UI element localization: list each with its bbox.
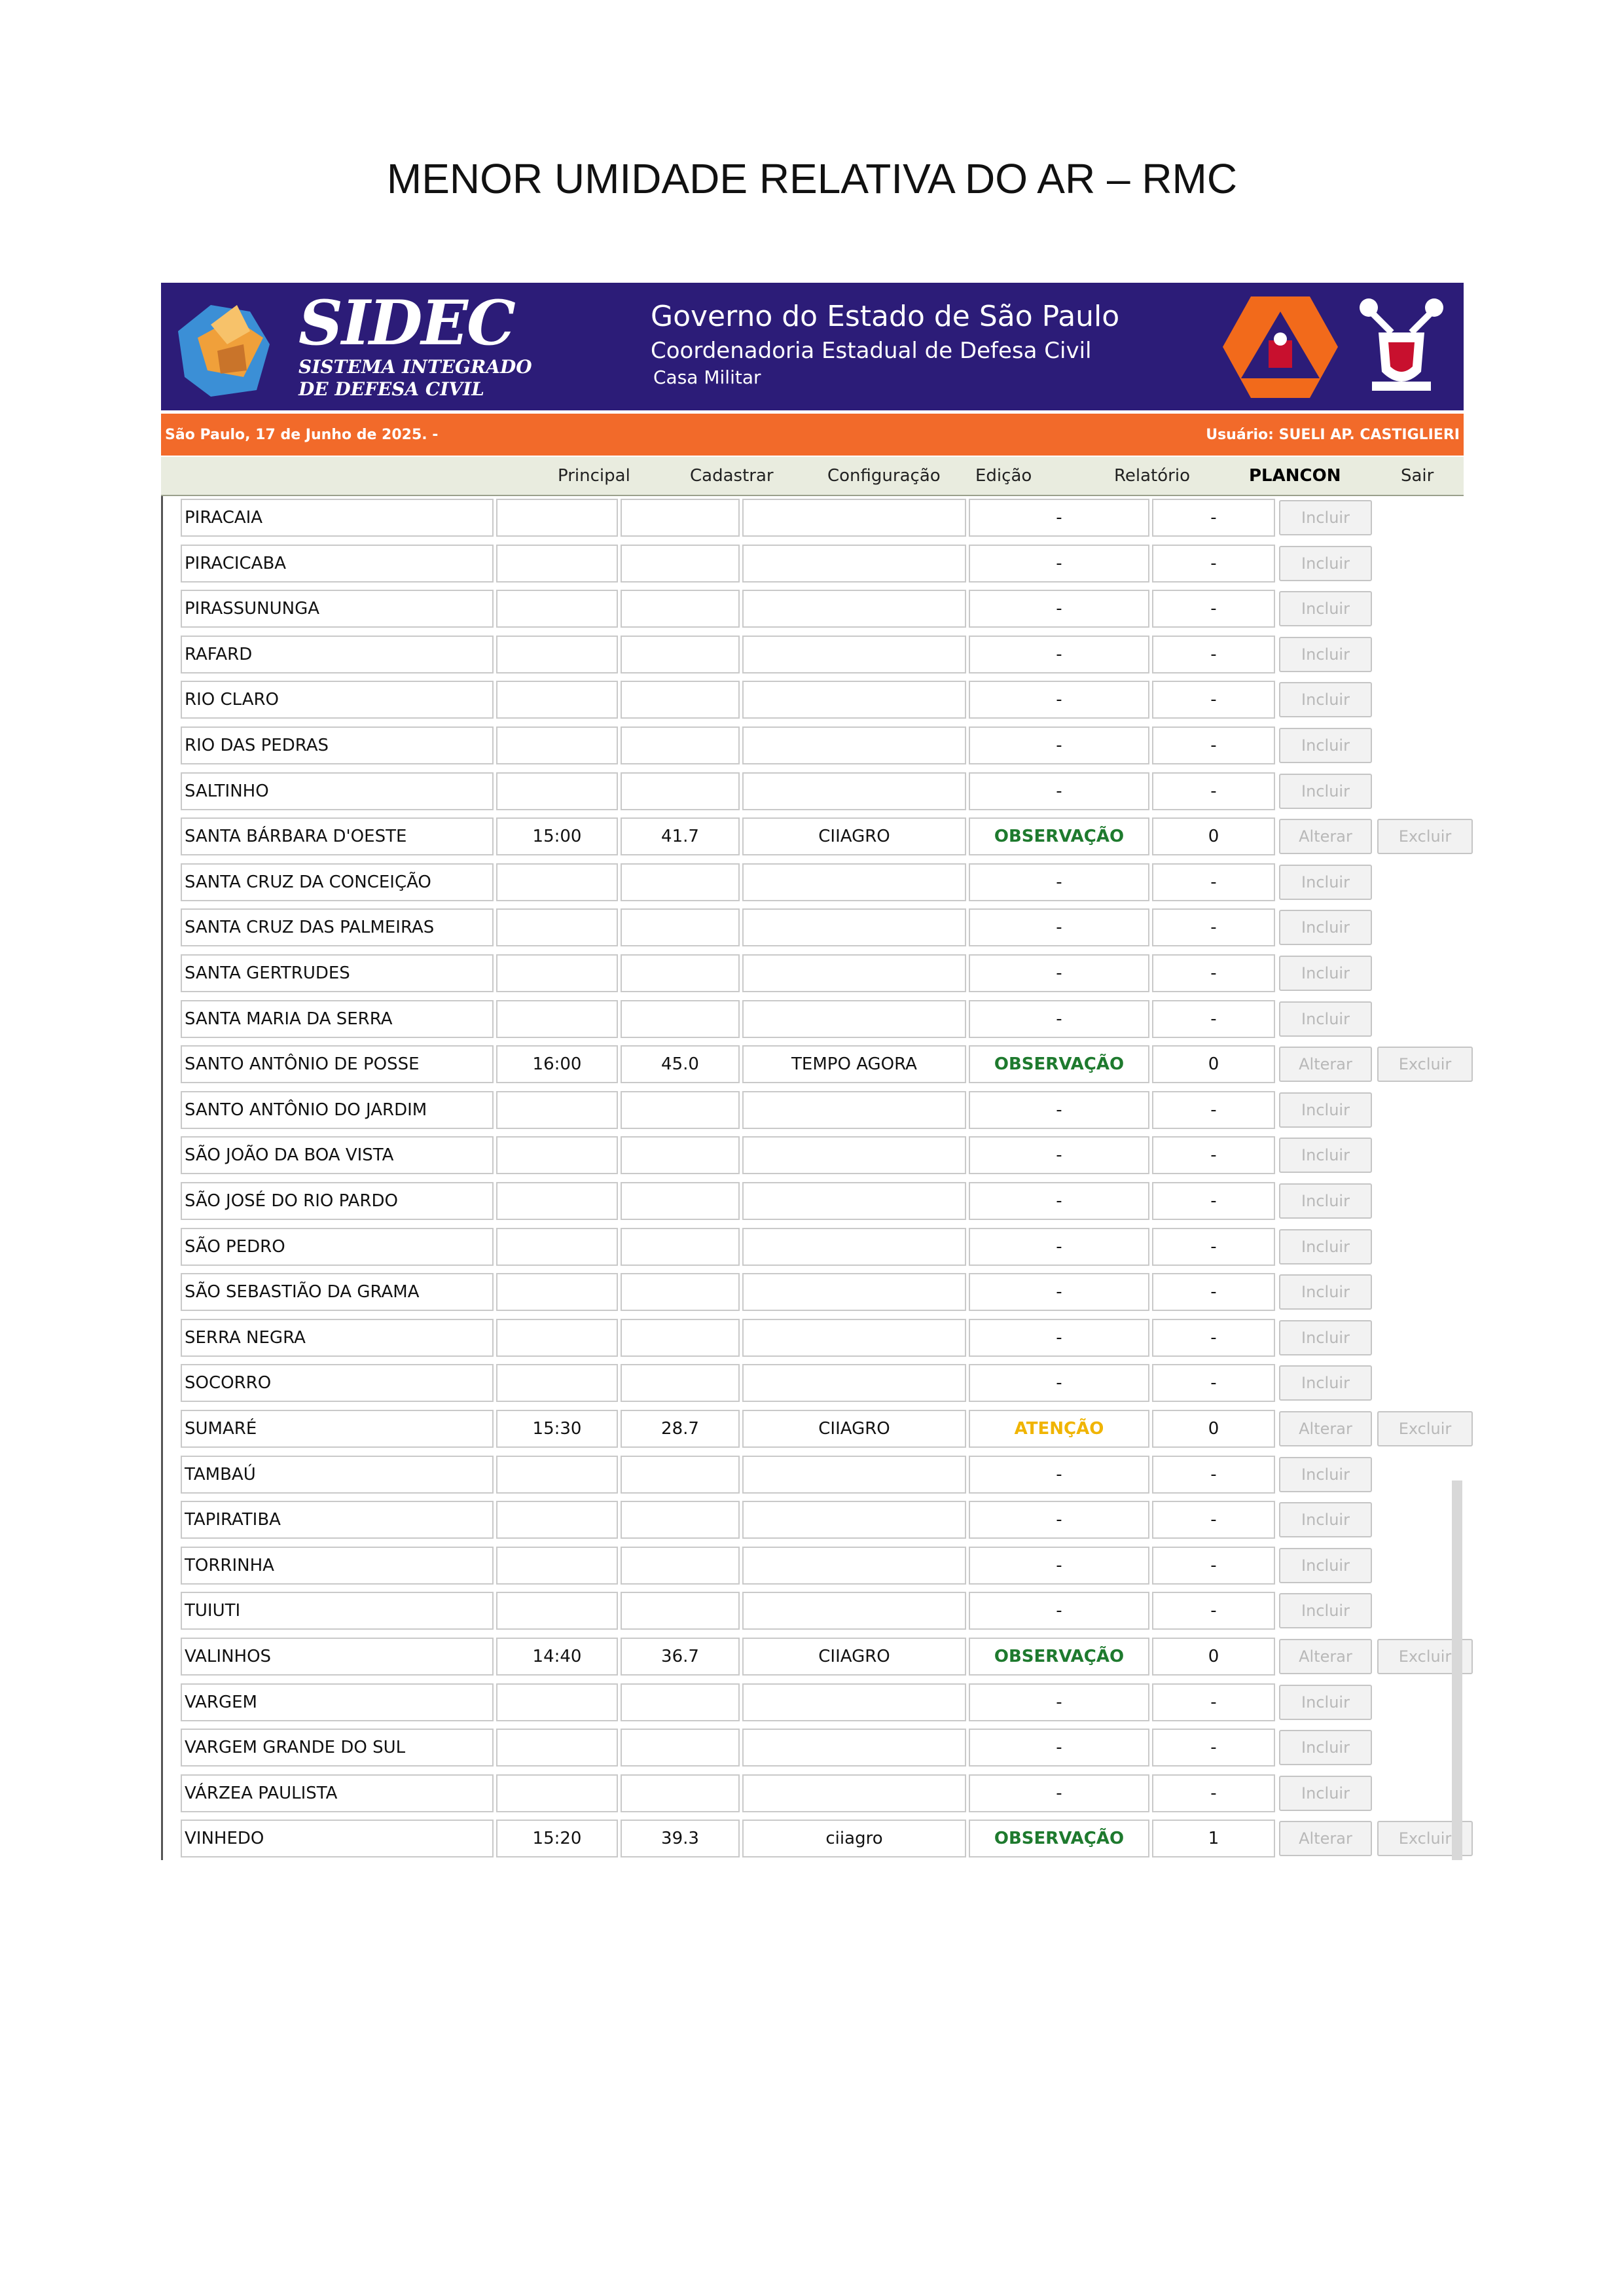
time-cell — [496, 1683, 618, 1721]
delete-button[interactable]: Excluir — [1377, 1411, 1473, 1446]
include-button[interactable]: Incluir — [1279, 500, 1372, 535]
city-cell: SÃO PEDRO — [181, 1228, 494, 1266]
include-button[interactable]: Incluir — [1279, 1685, 1372, 1720]
count-cell: - — [1152, 772, 1275, 810]
current-date: São Paulo, 17 de Junho de 2025. - — [165, 427, 439, 443]
count-cell: - — [1152, 1136, 1275, 1174]
humidity-cell — [621, 636, 740, 673]
level-cell: - — [969, 1547, 1149, 1585]
source-cell — [742, 1456, 966, 1494]
source-cell — [742, 1774, 966, 1812]
menu-plancon[interactable]: PLANCON — [1249, 466, 1341, 486]
humidity-cell — [621, 1228, 740, 1266]
humidity-cell: 45.0 — [621, 1045, 740, 1083]
city-cell: SÃO SEBASTIÃO DA GRAMA — [181, 1273, 494, 1311]
count-cell: - — [1152, 1091, 1275, 1129]
level-cell: - — [969, 1273, 1149, 1311]
source-cell — [742, 681, 966, 719]
humidity-cell — [621, 863, 740, 901]
count-cell: - — [1152, 1000, 1275, 1038]
main-menu — [161, 457, 1464, 496]
count-cell: - — [1152, 681, 1275, 719]
count-cell: - — [1152, 1501, 1275, 1539]
level-cell: - — [969, 1592, 1149, 1630]
level-cell: - — [969, 1774, 1149, 1812]
city-cell: TORRINHA — [181, 1547, 494, 1585]
count-cell: 1 — [1152, 1820, 1275, 1857]
include-button[interactable]: Incluir — [1279, 591, 1372, 626]
level-cell: OBSERVAÇÃO — [969, 817, 1149, 855]
time-cell — [496, 1136, 618, 1174]
source-cell — [742, 1000, 966, 1038]
city-cell: PIRASSUNUNGA — [181, 590, 494, 628]
level-cell: OBSERVAÇÃO — [969, 1638, 1149, 1676]
time-cell: 16:00 — [496, 1045, 618, 1083]
level-cell: - — [969, 772, 1149, 810]
humidity-cell: 36.7 — [621, 1638, 740, 1676]
city-cell: TUIUTI — [181, 1592, 494, 1630]
count-cell: - — [1152, 1228, 1275, 1266]
source-cell — [742, 1364, 966, 1402]
city-cell: VARGEM — [181, 1683, 494, 1721]
source-cell — [742, 1228, 966, 1266]
city-cell: VARGEM GRANDE DO SUL — [181, 1729, 494, 1767]
count-cell: 0 — [1152, 817, 1275, 855]
sidec-window — [161, 283, 1464, 1860]
source-cell — [742, 1319, 966, 1357]
alter-button[interactable]: Alterar — [1279, 1639, 1372, 1674]
military-crest-icon — [1352, 293, 1451, 404]
level-cell: - — [969, 681, 1149, 719]
count-cell: - — [1152, 1182, 1275, 1220]
level-cell: - — [969, 726, 1149, 764]
level-cell: - — [969, 1683, 1149, 1721]
alter-button[interactable]: Alterar — [1279, 1411, 1372, 1446]
count-cell: - — [1152, 590, 1275, 628]
city-cell: RIO CLARO — [181, 681, 494, 719]
city-cell: SUMARÉ — [181, 1410, 494, 1448]
source-cell: CIIAGRO — [742, 817, 966, 855]
count-cell: - — [1152, 1729, 1275, 1767]
time-cell — [496, 1729, 618, 1767]
sidec-logo-icon — [171, 292, 283, 403]
include-button[interactable]: Incluir — [1279, 1138, 1372, 1173]
level-cell: - — [969, 908, 1149, 946]
city-cell: PIRACICABA — [181, 545, 494, 583]
humidity-cell — [621, 1182, 740, 1220]
include-button[interactable]: Incluir — [1279, 865, 1372, 900]
alter-button[interactable]: Alterar — [1279, 1821, 1372, 1856]
count-cell: - — [1152, 1774, 1275, 1812]
city-cell: RAFARD — [181, 636, 494, 673]
delete-button[interactable]: Excluir — [1377, 1639, 1473, 1674]
source-cell — [742, 590, 966, 628]
menu-relatorio[interactable]: Relatório — [1114, 466, 1190, 486]
humidity-cell — [621, 1501, 740, 1539]
time-cell — [496, 1228, 618, 1266]
time-cell — [496, 681, 618, 719]
time-cell — [496, 1319, 618, 1357]
include-button[interactable]: Incluir — [1279, 1092, 1372, 1128]
humidity-cell — [621, 1729, 740, 1767]
count-cell: - — [1152, 1364, 1275, 1402]
city-cell: TAMBAÚ — [181, 1456, 494, 1494]
humidity-cell — [621, 1136, 740, 1174]
humidity-cell — [621, 1364, 740, 1402]
level-cell: ATENÇÃO — [969, 1410, 1149, 1448]
humidity-cell — [621, 772, 740, 810]
time-cell — [496, 1364, 618, 1402]
humidity-cell — [621, 545, 740, 583]
time-cell — [496, 908, 618, 946]
time-cell — [496, 499, 618, 537]
humidity-cell — [621, 1547, 740, 1585]
time-cell — [496, 1456, 618, 1494]
source-cell — [742, 636, 966, 673]
include-button[interactable]: Incluir — [1279, 728, 1372, 763]
time-cell: 14:40 — [496, 1638, 618, 1676]
source-cell — [742, 863, 966, 901]
time-cell — [496, 1501, 618, 1539]
count-cell: 0 — [1152, 1638, 1275, 1676]
count-cell: - — [1152, 863, 1275, 901]
logo-subtitle-2: DE DEFESA CIVIL — [298, 378, 484, 400]
level-cell: - — [969, 1182, 1149, 1220]
humidity-cell — [621, 590, 740, 628]
humidity-cell — [621, 1319, 740, 1357]
humidity-cell: 28.7 — [621, 1410, 740, 1448]
humidity-cell — [621, 681, 740, 719]
logo-text: SIDEC — [298, 287, 514, 359]
count-cell: - — [1152, 1273, 1275, 1311]
include-button[interactable]: Incluir — [1279, 1183, 1372, 1219]
page-border — [161, 496, 163, 1860]
include-button[interactable]: Incluir — [1279, 1457, 1372, 1492]
level-cell: - — [969, 1729, 1149, 1767]
source-cell — [742, 1592, 966, 1630]
city-cell: SÃO JOSÉ DO RIO PARDO — [181, 1182, 494, 1220]
include-button[interactable]: Incluir — [1279, 1229, 1372, 1265]
level-cell: - — [969, 863, 1149, 901]
include-button[interactable]: Incluir — [1279, 637, 1372, 672]
source-cell: CIIAGRO — [742, 1410, 966, 1448]
count-cell: - — [1152, 1456, 1275, 1494]
government-title: Governo do Estado de São Paulo — [651, 300, 1120, 333]
level-cell: OBSERVAÇÃO — [969, 1820, 1149, 1857]
time-cell — [496, 1592, 618, 1630]
source-cell — [742, 1273, 966, 1311]
count-cell: 0 — [1152, 1410, 1275, 1448]
city-cell: SALTINHO — [181, 772, 494, 810]
source-cell — [742, 1091, 966, 1129]
source-cell: ciiagro — [742, 1820, 966, 1857]
source-cell — [742, 908, 966, 946]
city-cell: SANTA CRUZ DA CONCEIÇÃO — [181, 863, 494, 901]
document-title: MENOR UMIDADE RELATIVA DO AR – RMC — [386, 155, 1238, 202]
source-cell — [742, 499, 966, 537]
include-button[interactable]: Incluir — [1279, 1776, 1372, 1811]
count-cell: - — [1152, 1683, 1275, 1721]
humidity-cell — [621, 1091, 740, 1129]
count-cell: - — [1152, 1547, 1275, 1585]
time-cell: 15:30 — [496, 1410, 618, 1448]
logo-subtitle-1: SISTEMA INTEGRADO — [298, 356, 532, 378]
city-cell: SANTO ANTÔNIO DO JARDIM — [181, 1091, 494, 1129]
humidity-cell — [621, 1592, 740, 1630]
source-cell — [742, 1136, 966, 1174]
menu-cadastrar[interactable]: Cadastrar — [690, 466, 774, 486]
humidity-cell — [621, 1456, 740, 1494]
delete-button[interactable]: Excluir — [1377, 819, 1473, 854]
header-banner — [161, 283, 1464, 410]
city-cell: TAPIRATIBA — [181, 1501, 494, 1539]
status-bar — [161, 414, 1464, 456]
count-cell: - — [1152, 726, 1275, 764]
source-cell — [742, 772, 966, 810]
count-cell: - — [1152, 1319, 1275, 1357]
level-cell: - — [969, 954, 1149, 992]
scrollbar[interactable] — [1452, 1480, 1462, 1860]
time-cell — [496, 1273, 618, 1311]
menu-configuracao[interactable]: Configuração — [827, 466, 941, 486]
time-cell — [496, 1000, 618, 1038]
city-cell: SOCORRO — [181, 1364, 494, 1402]
alter-button[interactable]: Alterar — [1279, 1047, 1372, 1082]
include-button[interactable]: Incluir — [1279, 910, 1372, 945]
level-cell: - — [969, 1319, 1149, 1357]
time-cell: 15:00 — [496, 817, 618, 855]
city-cell: SANTA MARIA DA SERRA — [181, 1000, 494, 1038]
humidity-cell: 39.3 — [621, 1820, 740, 1857]
count-cell: - — [1152, 636, 1275, 673]
count-cell: - — [1152, 499, 1275, 537]
time-cell — [496, 1182, 618, 1220]
time-cell — [496, 726, 618, 764]
time-cell — [496, 772, 618, 810]
humidity-cell — [621, 908, 740, 946]
include-button[interactable]: Incluir — [1279, 1274, 1372, 1310]
time-cell — [496, 863, 618, 901]
menu-edicao[interactable]: Edição — [975, 466, 1032, 486]
include-button[interactable]: Incluir — [1279, 956, 1372, 991]
time-cell — [496, 590, 618, 628]
include-button[interactable]: Incluir — [1279, 682, 1372, 717]
city-cell: VALINHOS — [181, 1638, 494, 1676]
civil-defense-emblem-icon — [1221, 293, 1339, 401]
source-cell — [742, 1683, 966, 1721]
level-cell: - — [969, 1456, 1149, 1494]
city-cell: SÃO JOÃO DA BOA VISTA — [181, 1136, 494, 1174]
level-cell: - — [969, 545, 1149, 583]
include-button[interactable]: Incluir — [1279, 546, 1372, 581]
humidity-cell — [621, 499, 740, 537]
city-cell: SANTA GERTRUDES — [181, 954, 494, 992]
casa-militar-label: Casa Militar — [653, 367, 761, 388]
source-cell — [742, 1729, 966, 1767]
level-cell: - — [969, 1501, 1149, 1539]
logged-user: Usuário: SUELI AP. CASTIGLIERI — [1206, 427, 1460, 443]
source-cell — [742, 1547, 966, 1585]
include-button[interactable]: Incluir — [1279, 1593, 1372, 1628]
time-cell — [496, 636, 618, 673]
delete-button[interactable]: Excluir — [1377, 1047, 1473, 1082]
delete-button[interactable]: Excluir — [1377, 1821, 1473, 1856]
humidity-cell — [621, 1000, 740, 1038]
source-cell — [742, 545, 966, 583]
include-button[interactable]: Incluir — [1279, 1502, 1372, 1537]
include-button[interactable]: Incluir — [1279, 1548, 1372, 1583]
count-cell: 0 — [1152, 1045, 1275, 1083]
include-button[interactable]: Incluir — [1279, 1320, 1372, 1355]
humidity-cell — [621, 1273, 740, 1311]
level-cell: - — [969, 636, 1149, 673]
source-cell — [742, 1501, 966, 1539]
city-cell: RIO DAS PEDRAS — [181, 726, 494, 764]
level-cell: - — [969, 1136, 1149, 1174]
menu-principal[interactable]: Principal — [558, 466, 630, 486]
include-button[interactable]: Incluir — [1279, 774, 1372, 809]
time-cell: 15:20 — [496, 1820, 618, 1857]
level-cell: - — [969, 499, 1149, 537]
humidity-cell: 41.7 — [621, 817, 740, 855]
humidity-cell — [621, 726, 740, 764]
count-cell: - — [1152, 954, 1275, 992]
source-cell — [742, 954, 966, 992]
level-cell: - — [969, 1000, 1149, 1038]
time-cell — [496, 954, 618, 992]
time-cell — [496, 545, 618, 583]
menu-sair[interactable]: Sair — [1401, 466, 1434, 486]
level-cell: - — [969, 590, 1149, 628]
city-cell: VINHEDO — [181, 1820, 494, 1857]
source-cell: CIIAGRO — [742, 1638, 966, 1676]
city-cell: SERRA NEGRA — [181, 1319, 494, 1357]
humidity-cell — [621, 1774, 740, 1812]
level-cell: - — [969, 1228, 1149, 1266]
humidity-cell — [621, 1683, 740, 1721]
include-button[interactable]: Incluir — [1279, 1730, 1372, 1765]
count-cell: - — [1152, 908, 1275, 946]
level-cell: - — [969, 1091, 1149, 1129]
city-cell: SANTO ANTÔNIO DE POSSE — [181, 1045, 494, 1083]
level-cell: OBSERVAÇÃO — [969, 1045, 1149, 1083]
time-cell — [496, 1547, 618, 1585]
city-cell: SANTA CRUZ DAS PALMEIRAS — [181, 908, 494, 946]
source-cell: TEMPO AGORA — [742, 1045, 966, 1083]
humidity-cell — [621, 954, 740, 992]
alter-button[interactable]: Alterar — [1279, 819, 1372, 854]
city-cell: SANTA BÁRBARA D'OESTE — [181, 817, 494, 855]
source-cell — [742, 726, 966, 764]
city-cell: VÁRZEA PAULISTA — [181, 1774, 494, 1812]
include-button[interactable]: Incluir — [1279, 1365, 1372, 1401]
time-cell — [496, 1091, 618, 1129]
level-cell: - — [969, 1364, 1149, 1402]
source-cell — [742, 1182, 966, 1220]
time-cell — [496, 1774, 618, 1812]
city-cell: PIRACAIA — [181, 499, 494, 537]
count-cell: - — [1152, 1592, 1275, 1630]
coordination-subtitle: Coordenadoria Estadual de Defesa Civil — [651, 338, 1092, 364]
include-button[interactable]: Incluir — [1279, 1001, 1372, 1037]
count-cell: - — [1152, 545, 1275, 583]
